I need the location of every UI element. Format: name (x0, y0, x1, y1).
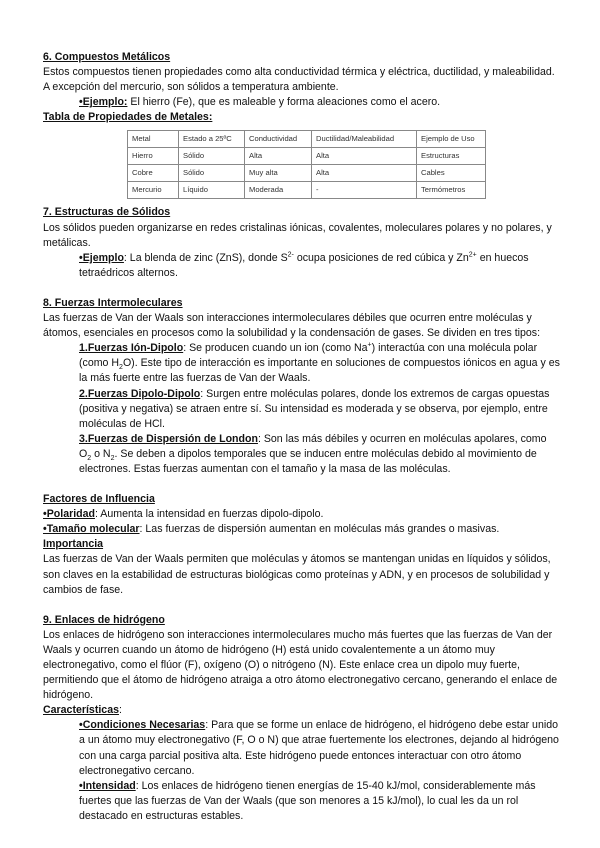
table-cell: Termómetros (417, 182, 486, 199)
factors-title: Factores de Influencia (43, 493, 155, 506)
item-text: : Para que se forme un enlace de hidrógeno, el hidrógeno debe estar unido a un átomo muy electronegativo (F, O o N) que atrae fuertemente los electrones, dejando al hidrógeno con una carga parcial positiva alta. Este hidrógeno puede entonces interactuar con otro átomo electronegativo cercano. (79, 719, 559, 777)
section-6-example (43, 95, 561, 110)
table-cell: Cobre (128, 165, 179, 182)
section-9-body: Los enlaces de hidrógeno son interacciones intermoleculares mucho más fuertes que las fuerzas de Van der Waals y ocurren cuando un átomo de hidrógeno (H) está unido covalentemente a un átomo muy electronegativo, como el flúor (F), oxígeno (O) o nitrógeno (N). Este enlace crea un dipolo muy fuerte, permitiendo que el átomo de hidrógeno atraiga a otro átomo electronegativo cercano, generando el enlace de hidrógeno. (43, 628, 558, 702)
ion-dipole-item (43, 341, 561, 386)
superscript: 2- (287, 251, 294, 259)
item-text: . Se deben a dipolos temporales que se inducen entre moléculas debido al movimiento de electrones. Estas fuerzas aumentan con el tamaño y la masa de las moléculas. (79, 447, 537, 475)
factor-label: •Polaridad (43, 508, 95, 521)
metals-properties-table (127, 130, 486, 199)
example-label: •Ejemplo: (79, 96, 128, 109)
item-text: : Son las más débiles y ocurren en moléculas apolares, como O (79, 432, 547, 460)
necessary-conditions-item (43, 718, 561, 778)
intensity-item (43, 779, 561, 824)
table-row (128, 182, 486, 199)
item-text: : Surgen entre moléculas polares, donde los extremos de cargas opuestas (positiva y negativa) se atraen entre sí. Su intensidad es moderada y se observa, por ejemplo, entre moléculas de HCl. (79, 387, 550, 430)
example-text: ocupa posiciones de red cúbica y Zn (293, 251, 469, 264)
item-label: •Condiciones Necesarias (79, 719, 206, 732)
characteristics-title: Características (43, 704, 119, 717)
section-7-title: 7. Estructuras de Sólidos (43, 206, 171, 219)
table-row (128, 165, 486, 182)
table-cell: Sólido (179, 165, 245, 182)
colon: : (118, 704, 122, 717)
table-cell: Estructuras (417, 148, 486, 165)
dipole-dipole-item (43, 387, 561, 432)
subscript: 2 (87, 454, 92, 462)
example-label: •Ejemplo (79, 251, 124, 264)
item-text: : Se producen cuando un ion (como Na (183, 342, 368, 355)
table-header: Ejemplo de Uso (417, 131, 486, 148)
table-cell: Alta (245, 148, 312, 165)
table-header: Conductividad (245, 131, 312, 148)
spacer (43, 477, 561, 492)
factor-label: •Tamaño molecular (43, 523, 140, 536)
factor-text: : Aumenta la intensidad en fuerzas dipolo-dipolo. (94, 508, 324, 521)
table-cell: Mercurio (128, 182, 179, 199)
subscript: 2 (119, 364, 123, 372)
table-cell: Cables (417, 165, 486, 182)
factor-text: : Las fuerzas de dispersión aumentan en moléculas más grandes o masivas. (139, 523, 500, 536)
section-6-title: 6. Compuestos Metálicos (43, 51, 171, 63)
example-text: El hierro (Fe), que es maleable y forma aleaciones como el acero. (127, 96, 441, 109)
importance-title: Importancia (43, 538, 104, 551)
importance-body: Las fuerzas de Van der Waals permiten que moléculas y átomos se mantengan unidas en líquidos y sólidos, son claves en la estabilidad de estructuras biológicas como proteínas y ADN, y en procesos de solubilidad y cambios de fase. (43, 553, 551, 596)
table-header: Metal (128, 131, 179, 148)
example-text: en huecos tetraédricos alternos. (79, 251, 529, 279)
table-cell: Hierro (128, 148, 179, 165)
table-row (128, 148, 486, 165)
table-cell: - (312, 182, 417, 199)
item-text: ) interactúa con una molécula polar (como H (79, 342, 538, 370)
table-cell: Moderada (245, 182, 312, 199)
spacer (43, 281, 561, 296)
section-6-body: Estos compuestos tienen propiedades como alta conductividad térmica y eléctrica, ductilidad, y maleabilidad. A excepción del mercurio, son sólidos a temperatura ambiente. (43, 66, 555, 94)
table-header-row (128, 131, 486, 148)
london-dispersion-item (43, 432, 561, 477)
item-label: 3.Fuerzas de Dispersión de London (79, 432, 258, 445)
item-text: O). Este tipo de interacción es importante en soluciones de compuestos iónicos en agua y es la más fuerte entre las fuerzas de Van der Waals. (79, 357, 560, 385)
example-text: : La blenda de zinc (ZnS), donde S (123, 251, 288, 264)
spacer (43, 598, 561, 613)
subscript: 2 (110, 454, 115, 462)
item-text: : Los enlaces de hidrógeno tienen energías de 15-40 kJ/mol, considerablemente más fuertes que las fuerzas de Van der Waals (que son menores a 15 kJ/mol), lo cual les da un rol destacado en estructuras estables. (79, 779, 536, 822)
superscript: 2+ (468, 251, 477, 259)
metals-table-title: Tabla de Propiedades de Metales: (43, 111, 213, 124)
section-7-example (43, 251, 561, 281)
item-label: •Intensidad (79, 779, 136, 792)
table-cell: Líquido (179, 182, 245, 199)
characteristics-heading (43, 703, 561, 718)
section-9-title: 9. Enlaces de hidrógeno (43, 613, 165, 626)
item-label: 1.Fuerzas Ión-Dipolo (79, 342, 184, 355)
document-page (43, 50, 561, 824)
item-label: 2.Fuerzas Dipolo-Dipolo (79, 387, 201, 400)
factor-polarity (43, 507, 561, 522)
section-7-body: Los sólidos pueden organizarse en redes cristalinas iónicas, covalentes, moleculares polares y no polares, y metálicas. (43, 221, 552, 249)
table-header: Estado a 25ºC (179, 131, 245, 148)
section-8-title: 8. Fuerzas Intermoleculares (43, 296, 183, 309)
table-header: Ductilidad/Maleabilidad (312, 131, 417, 148)
table-cell: Muy alta (245, 165, 312, 182)
section-8-body: Las fuerzas de Van der Waals son interacciones intermoleculares débiles que ocurren entre moléculas y átomos, esenciales en procesos como la solubilidad y la condensación de gases. Se dividen en tres tipos: (43, 312, 541, 340)
factor-molecular-size (43, 522, 561, 537)
table-cell: Alta (312, 148, 417, 165)
table-cell: Sólido (179, 148, 245, 165)
item-text: o N (91, 447, 111, 460)
table-cell: Alta (312, 165, 417, 182)
superscript: + (367, 341, 372, 349)
